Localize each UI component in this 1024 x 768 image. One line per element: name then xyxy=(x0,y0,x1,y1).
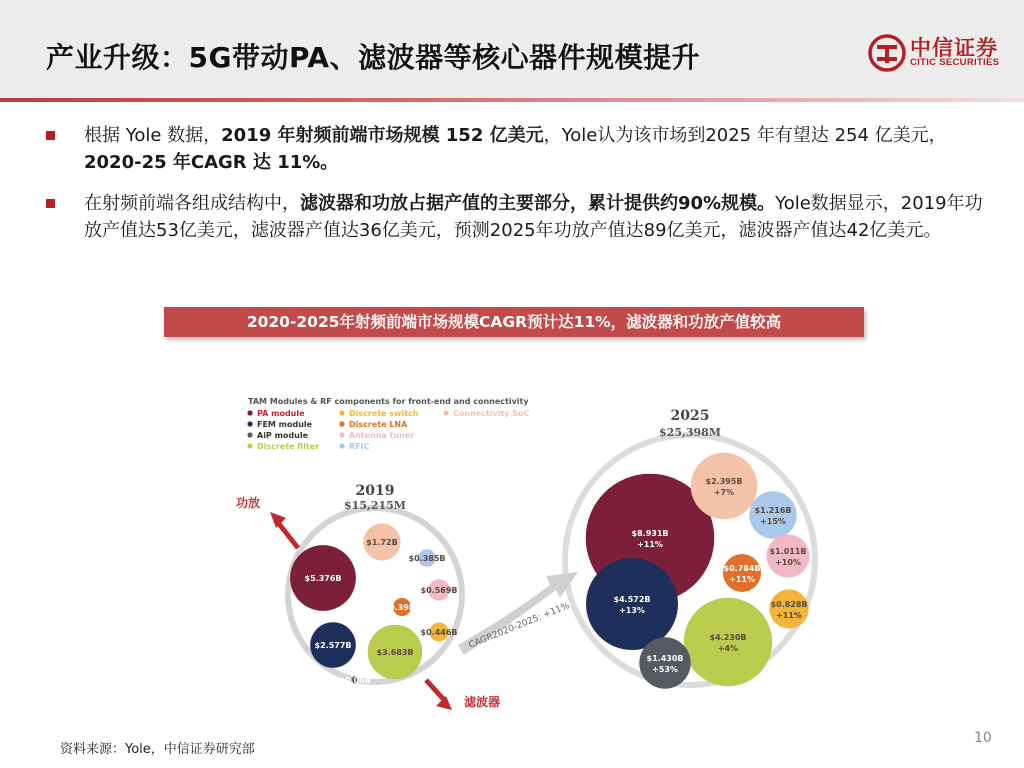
legend-dot-aip-module xyxy=(247,432,252,437)
legend-dot-connectivity-soc xyxy=(443,410,448,415)
citic-logo-icon xyxy=(868,34,906,72)
bubble-value-label: $1.011B xyxy=(769,547,807,556)
bubble-value-label: $0.398B xyxy=(383,603,421,612)
legend-dot-pa-module xyxy=(247,410,252,415)
legend-dot-discrete-lna xyxy=(339,421,344,426)
bullet-2-part-1: 在射频前端各组成结构中， xyxy=(84,193,300,214)
bubble-value-label: $0.828B xyxy=(770,600,808,609)
year-label-2025: 2025 xyxy=(670,408,710,424)
bubble-2025-1-430b xyxy=(639,637,690,688)
bubble-growth-label: +11% xyxy=(729,575,755,584)
header-divider xyxy=(0,98,1024,102)
bubble-value-label: $2.577B xyxy=(314,641,352,650)
total-label-2019: $15,215M xyxy=(344,499,406,512)
legend-label-fem-module: FEM module xyxy=(257,420,313,429)
bubble-value-label: $2.395B xyxy=(705,477,743,486)
cagr-arrow xyxy=(458,572,578,655)
bullet-1-part-2: 2019 年射频前端市场规模 152 亿美元 xyxy=(221,125,544,146)
filter-arrow-line xyxy=(426,680,446,702)
bubble-2025-1-216b xyxy=(749,491,796,538)
bullet-1-part-3: ，Yole认为该市场到2025 年有望达 254 亿美元， xyxy=(543,125,947,146)
cagr-label: CAGR2020-2025: +11% xyxy=(467,601,572,651)
bubble-growth-label: +7% xyxy=(713,488,735,497)
legend-dot-discrete-filter xyxy=(247,443,252,448)
legend-label-aip-module: AiP module xyxy=(257,431,309,440)
bubble-value-label: $0.385B xyxy=(408,554,446,563)
legend-label-discrete-lna: Discrete LNA xyxy=(349,420,408,429)
bubble-group-2019 xyxy=(288,483,462,685)
bullet-text-1 xyxy=(84,122,984,176)
logo-text-cn: 中信证券 xyxy=(910,35,998,60)
legend-dot-fem-module xyxy=(247,421,252,426)
bubble-value-label: $4.572B xyxy=(613,595,651,604)
bubble-2025-4-230b xyxy=(684,598,772,686)
bubble-growth-label: +15% xyxy=(760,517,786,526)
legend-label-rfic: RFIC xyxy=(349,442,370,451)
legend-label-discrete-switch: Discrete switch xyxy=(349,409,419,418)
total-label-2025: $25,398M xyxy=(659,426,721,439)
bubble-value-label: $1.72B xyxy=(366,538,398,547)
citic-logo xyxy=(868,30,1008,78)
annotation-filter: 滤波器 xyxy=(464,695,501,709)
bubble-growth-label: +11% xyxy=(776,611,802,620)
bullet-square-icon xyxy=(46,131,55,140)
source-note: 资料来源：Yole，中信证券研究部 xyxy=(60,742,255,757)
bullet-square-icon xyxy=(46,199,55,208)
bubble-group-2025 xyxy=(565,408,815,689)
legend-dot-discrete-switch xyxy=(339,410,344,415)
bubble-value-label: $1.216B xyxy=(754,506,792,515)
year-label-2019: 2019 xyxy=(355,483,395,499)
bubble-2025-2-395b xyxy=(691,453,758,520)
pa-arrow-head-icon xyxy=(270,512,286,528)
legend-dot-rfic xyxy=(339,443,344,448)
bullet-1-part-1: 根据 Yole 数据， xyxy=(84,125,222,146)
bubble-value-label: $5.376B xyxy=(304,574,342,583)
legend-label-connectivity-soc: Connectivity SoC xyxy=(453,409,530,418)
bubble-2025-1-011b xyxy=(766,534,809,577)
bubble-value-label: $8.931B xyxy=(631,529,669,538)
bullet-2-part-2: 滤波器和功放占据产值的主要部分，累计提供约90%规模。 xyxy=(300,193,776,214)
legend-label-pa-module: PA module xyxy=(257,409,305,418)
bubble-growth-label: +11% xyxy=(637,540,663,549)
bubble-value-label: $0.446B xyxy=(420,628,458,637)
bubble-value-label: $1.430B xyxy=(646,654,684,663)
bubble-value-label: $0.784B xyxy=(723,564,761,573)
bubble-growth-label: +53% xyxy=(652,665,678,674)
chart-legend xyxy=(247,397,529,451)
chart-banner: 2020-2025年射频前端市场规模CAGR预计达11%，滤波器和功放产值较高 xyxy=(164,307,864,337)
bubble-growth-label: +13% xyxy=(619,606,645,615)
bullet-1-part-4: 2020-25 年CAGR 达 11%。 xyxy=(84,152,339,173)
bubble-value-label: $3.683B xyxy=(376,648,414,657)
bubble-chart xyxy=(220,380,820,720)
legend-label-antenna-tuner: Antenna tuner xyxy=(349,431,415,440)
legend-label-discrete-filter: Discrete filter xyxy=(257,442,320,451)
bubble-2025-0-828b xyxy=(769,589,808,628)
annotation-pa: 功放 xyxy=(236,496,261,510)
bubble-value-label: $0.06B xyxy=(339,676,371,685)
bullet-2-part-3: Yole数据显示，2019年功放产值达53亿美元，滤波器产值达36亿美元，预测2025年功放产值达89亿美元，滤波器产值达42亿美元。 xyxy=(84,193,983,241)
bubble-2025-4-572b xyxy=(586,558,678,650)
bullet-text-2 xyxy=(84,190,984,244)
filter-arrow-head-icon xyxy=(436,696,452,710)
bubble-value-label: $4.230B xyxy=(709,633,747,642)
legend-title: TAM Modules & RF components for front-end and connectivity xyxy=(248,397,529,406)
bubble-growth-label: +10% xyxy=(775,558,801,567)
bubble-2025-0-784b xyxy=(723,554,761,592)
bubble-growth-label: +4% xyxy=(717,644,739,653)
logo-text-en: CITIC SECURITIES xyxy=(910,57,1000,68)
legend-dot-antenna-tuner xyxy=(339,432,344,437)
page-title: 产业升级：5G带动PA、滤波器等核心器件规模提升 xyxy=(46,41,701,74)
page-number: 10 xyxy=(974,730,992,746)
bubble-value-label: $0.569B xyxy=(420,586,458,595)
